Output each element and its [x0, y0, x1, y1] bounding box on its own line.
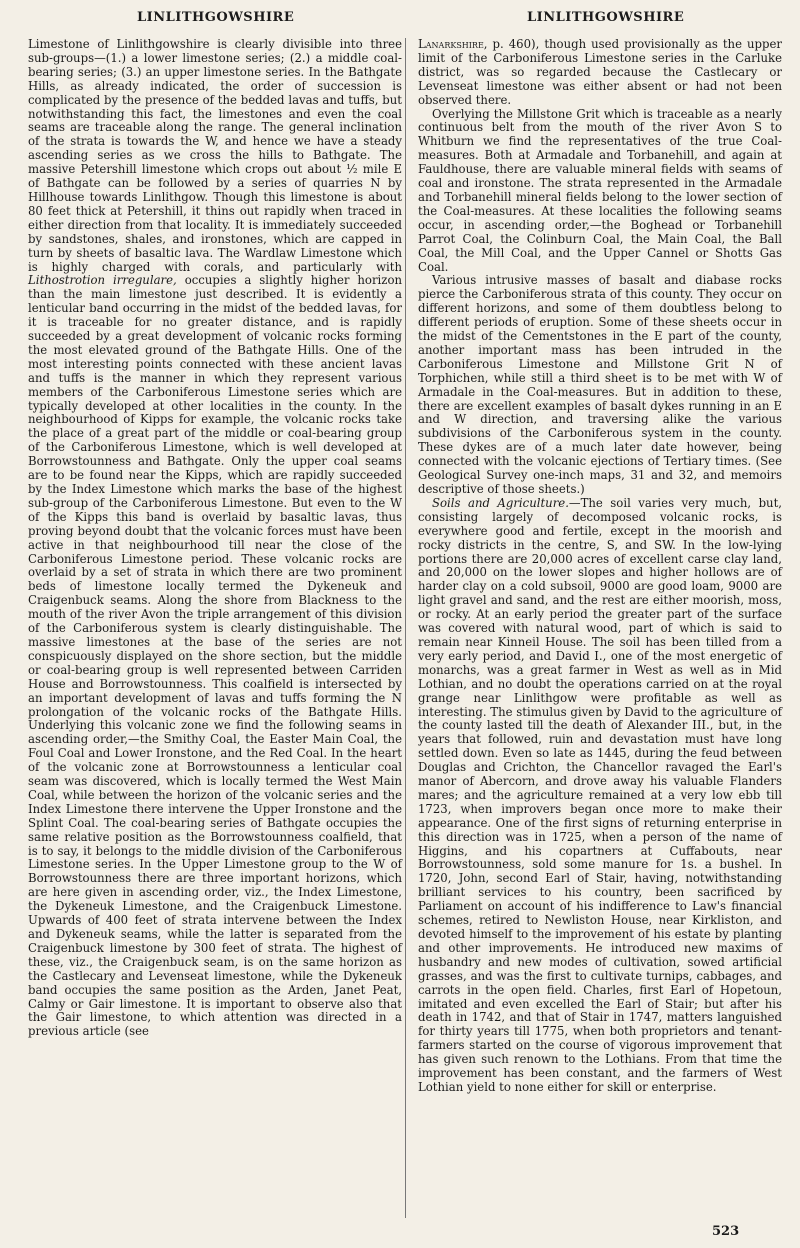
- right-paragraph-1-smallcaps: Lanarkshire,: [418, 37, 488, 51]
- right-paragraph-1: [418, 38, 782, 108]
- left-paragraph-1-italic: Lithostrotion irregulare,: [28, 273, 177, 288]
- page-number: 523: [712, 1224, 740, 1239]
- right-column: [418, 38, 782, 1095]
- running-head-left: LINLITHGOWSHIRE: [137, 10, 295, 25]
- left-column: [28, 38, 402, 1039]
- left-paragraph-1-continued: occupies a slightly higher horizon than the main limestone just described. It is evidently a lenticular band occurring in the midst of the bedded lavas, for it is traceable for no greater distance, and is rapidly succeeded by a great development of volcanic rocks forming the most elevated ground of the Bathgate Hills. One of the most interesting points connected with these ancient lavas and tuffs is the manner in which they represent various members of the Carboniferous Limestone series which are typically developed at other localities in the county. In the neighbourhood of Kipps for example, the volcanic rocks take the place of a great part of the middle or coal-bearing group of the Carboniferous Limestone, which is well developed at Borrowstounness and Bathgate. Only the upper coal seams are to be found near the Kipps, which are rapidly succeeded by the Index Limestone which marks the base of the highest sub-group of the Carboniferous Limestone. But even to the W of the Kipps this band is overlaid by basaltic lavas, thus proving beyond doubt that the volcanic forces must have been active in that neighbourhood till near the close of the Carboniferous Limestone period. These volcanic rocks are overlaid by a set of strata in which there are two prominent beds of limestone locally termed the Dykeneuk and Craigenbuck seams. Along the shore from Blackness to the mouth of the river Avon the triple arrangement of this division of the Carboniferous system is clearly distinguishable. The massive limestones at the base of the series are not conspicuously displayed on the shore section, but the middle or coal-bearing group is well represented between Carriden House and Borrowstounness. This coalfield is intersected by an important development of lavas and tuffs forming the N prolongation of the volcanic rocks of the Bathgate Hills. Underlying this volcanic zone we find the following seams in ascending order,—the Smithy Coal, the Easter Main Coal, the Foul Coal and Lower Ironstone, and the Red Coal. In the heart of the volcanic zone at Borrowstounness a lenticular coal seam was discovered, which is locally termed the West Main Coal, while between the horizon of the volcanic series and the Index Limestone there intervene the Upper Ironstone and the Splint Coal. The coal-bearing series of Bathgate occupies the same relative position as the Borrowstounness coalfield, that is to say, it belongs to the middle division of the Carboniferous Limestone series. In the Upper Limestone group to the W of Borrowstounness there are three important horizons, which are here given in ascending order, viz., the Index Limestone, the Dykeneuk Limestone, and the Craigenbuck Limestone. Upwards of 400 feet of strata intervene between the Index and Dykeneuk seams, while the latter is separated from the Craigenbuck limestone by 300 feet of strata. The highest of these, viz., the Craigenbuck seam, is on the same horizon as the Castlecary and Levenseat limestone, while the Dykeneuk band occupies the same position as the Arden, Janet Peat, Calmy or Gair limestone. It is important to observe also that the Gair limestone, to which attention was directed in a previous article (see: [28, 273, 403, 1039]
- right-paragraph-4: [418, 497, 782, 1095]
- right-paragraph-2: Overlying the Millstone Grit which is traceable as a nearly continuous belt from the mouth of the river Avon S to Whitburn we find the representatives of the true Coal-measures. Both at Armadale and Torbanehill, and again at Fauldhouse, there are valuable mineral fields with seams of coal and ironstone. The strata represented in the Armadale and Torbanehill mineral fields belong to the lower section of the Coal-measures. At these localities the following seams occur, in ascending order,—the Boghead or Torbanehill Parrot Coal, the Colinburn Coal, the Main Coal, the Ball Coal, the Mill Coal, and the Upper Cannel or Shotts Gas Coal.: [418, 106, 782, 274]
- right-paragraph-1-text: p. 460), though used provisionally as the upper limit of the Carboniferous Limestone series in the Carluke district, was so regarded because the Castlecary or Levenseat limestone was either absent or had not been observed there.: [418, 37, 782, 107]
- section-heading-soils: Soils and Agriculture.: [432, 495, 569, 510]
- running-head-right: LINLITHGOWSHIRE: [527, 10, 685, 25]
- running-head: [0, 10, 800, 32]
- right-paragraph-3: Various intrusive masses of basalt and diabase rocks pierce the Carboniferous strata of this county. They occur on different horizons, and some of them doubtless belong to different periods of eruption. Some of these sheets occur in the midst of the Cementstones in the E part of the county, another important mass has been intruded in the Carboniferous Limestone and Millstone Grit N of Torphichen, while still a third sheet is to be met with W of Armadale in the Coal-measures. But in addition to these, there are excellent examples of basalt dykes running in an E and W direction, and traversing alike the various subdivisions of the Carboniferous system in the county. These dykes are of a much later date however, being connected with the volcanic ejections of Tertiary times. (See Geological Survey one-inch maps, 31 and 32, and memoirs descriptive of those sheets.): [418, 273, 782, 496]
- column-divider: [405, 38, 406, 1218]
- right-paragraph-4-text: —The soil varies very much, but, consisting largely of decomposed volcanic rocks, is everywhere good and fertile, except in the moorish and rocky districts in the centre, S, and SW. In the low-lying portions there are 20,000 acres of excellent carse clay land, and 20,000 on the lower slopes and higher hollows are of harder clay on a cold subsoil, 9000 are good loam, 9000 are light gravel and sand, and the rest are either moorish, moss, or rocky. At an early period the greater part of the surface was covered with natural wood, part of which is said to remain near Kinneil House. The soil has been tilled from a very early period, and David I., one of the most energetic of monarchs, was a great farmer in West as well as in Mid Lothian, and no doubt the operations carried on at the royal grange near Linlithgow were profitable as well as interesting. The stimulus given by David to the agriculture of the county lasted till the death of Alexander III., but, in the years that followed, ruin and devastation must have long settled down. Even so late as 1445, during the feud between Douglas and Crichton, the Chancellor ravaged the Earl's manor of Abercorn, and drove away his valuable Flanders mares; and the agriculture remained at a very low ebb till 1723, when improvers began once more to make their appearance. One of the first signs of returning enterprise in this direction was in 1725, when a person of the name of Higgins, and his copartners at Cuffabouts, near Borrowstounness, sold some manure for 1s. a bushel. In 1720, John, second Earl of Stair, having, notwithstanding brilliant services to his country, been sacrificed by Parliament on account of his indifference to Law's financial schemes, retired to Newliston House, near Kirkliston, and devoted himself to the improvement of his estate by planting and other improvements. He introduced new maxims of husbandry and new modes of cultivation, sowed artificial grasses, and was the first to cultivate turnips, cabbages, and carrots in the open field. Charles, first Earl of Hopetoun, imitated and even excelled the Earl of Stair; but after his death in 1742, and that of Stair in 1747, matters languished for thirty years till 1775, when both proprietors and tenant-farmers started on the course of vigorous improvement that has given such renown to the Lothians. From that time the improvement has been constant, and the farmers of West Lothian yield to none either for skill or enterprise.: [418, 495, 782, 1094]
- left-paragraph-1: [28, 38, 402, 1039]
- left-paragraph-1-text: Limestone of Linlithgowshire is clearly divisible into three sub-groups—(1.) a lower limestone series; (2.) a middle coal-bearing series; (3.) an upper limestone series. In the Bathgate Hills, as already indicated, the order of succession is complicated by the presence of the bedded lavas and tuffs, but notwithstanding this fact, the limestones and even the coal seams are traceable along the range. The general inclination of the strata is towards the W, and hence we have a steady ascending series as we cross the hills to Bathgate. The massive Petershill limestone which crops out about ½ mile E of Bathgate can be followed by a series of quarries N by Hillhouse towards Linlithgow. Though this limestone is about 80 feet thick at Petershill, it thins out rapidly when traced in either direction from that locality. It is immediately succeeded by sandstones, shales, and ironstones, which are capped in turn by sheets of basaltic lava. The Wardlaw Limestone which is highly charged with corals, and particularly with: [28, 37, 402, 274]
